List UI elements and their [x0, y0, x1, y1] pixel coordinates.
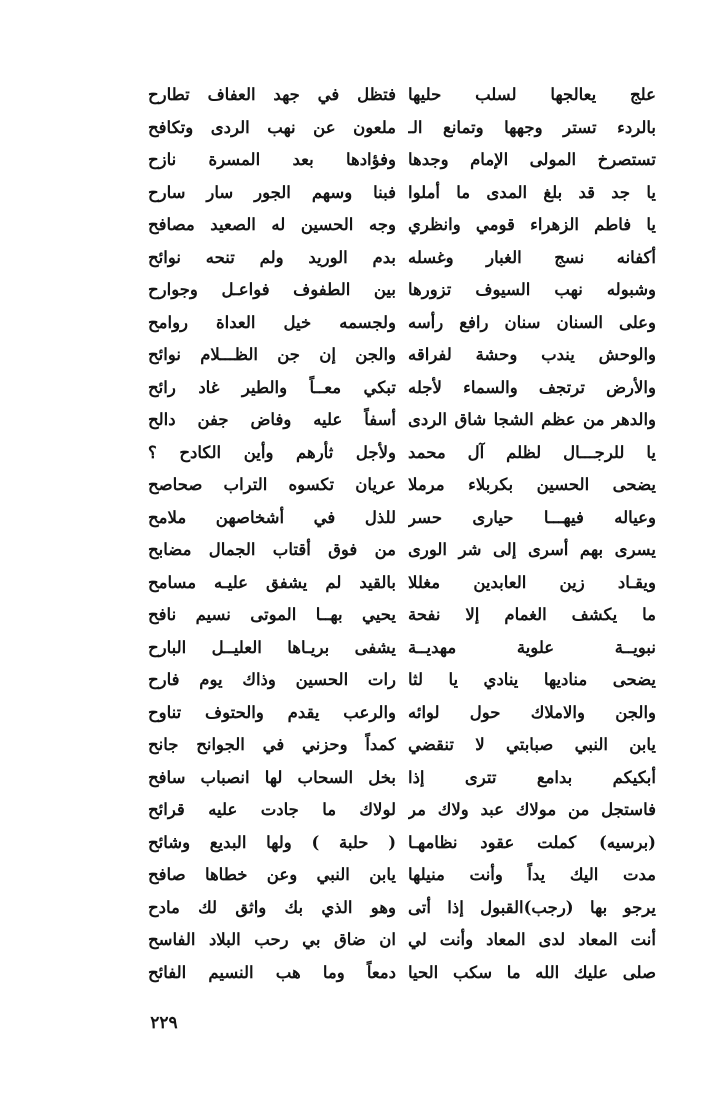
verse-line: ان ضاق بي رحب البلاد الفاسح — [148, 930, 396, 949]
page-number: ٢٢٩ — [150, 1013, 178, 1033]
verse-line: تستصرخ المولى الإمام وجدها — [408, 150, 656, 169]
verse-line: والجن إن جن الظـــلام نوائح — [148, 345, 396, 364]
verse-line: علج يعالجها لسلب حليها — [408, 85, 656, 104]
verse-line: يضحى مناديها ينادي يا لثا — [408, 670, 656, 689]
verse-line: لولاك ما جادت عليه قرائح — [148, 800, 396, 819]
verse-line: يا للرجـــال لظلم آل محمد — [408, 442, 656, 462]
verse-line: فبنا وسهم الجور سار سارح — [148, 182, 396, 202]
verse-line: والجن والاملاك حول لوائه — [408, 702, 656, 722]
poem-column-left — [148, 79, 396, 989]
verse-line: يرجو بها (رجب)القبول إذا أتى — [408, 897, 656, 917]
verse-line: أنت المعاد لدى المعاد وأنت لي — [408, 930, 656, 949]
verse-line: فاستجل من مولاك عبد ولاك مر — [408, 800, 656, 819]
verse-line: فتظل في جهد العفاف تطارح — [148, 85, 396, 104]
verse-line: يا فاطم الزهراء قومي وانظري — [408, 215, 656, 234]
verse-line: صلى عليك الله ما سكب الحيا — [408, 962, 656, 982]
verse-line: عريان تكسوه التراب صحاصح — [148, 475, 396, 494]
verse-line: وفؤادها بعد المسرة نازح — [148, 150, 396, 169]
verse-line: والرعب يقدم والحتوف تناوح — [148, 702, 396, 722]
verse-line: يسرى بهم أسرى إلى شر الورى — [408, 540, 656, 559]
verse-line: (برسيه) كملت عقود نظامهـا — [408, 832, 656, 852]
verse-line: يشفى بريـاها العليــل البارح — [148, 637, 396, 657]
verse-line: والأرض ترتجف والسماء لأجله — [408, 377, 656, 397]
verse-line: نبويــة علوية مهديــة — [408, 637, 656, 657]
verse-line: يا جد قد بلغ المدى ما أملوا — [408, 182, 656, 202]
verse-line: دمعاً وما هب النسيم الفائح — [148, 962, 396, 982]
verse-line: يابن النبي وعن خطاها صافح — [148, 865, 396, 884]
verse-line: وهو الذي بك واثق لك مادح — [148, 897, 396, 917]
verse-line: أكفانه نسج الغبار وغسله — [408, 247, 656, 267]
verse-line: للذل في أشخاصهن ملامح — [148, 507, 396, 527]
verse-line: بخل السحاب لها انصباب سافح — [148, 767, 396, 787]
verse-line: بدم الوريد ولم تنحه نوائح — [148, 247, 396, 267]
verse-line: ولجسمه خيل العداة روامح — [148, 312, 396, 332]
verse-line: ويقـاد زين العابدين مغللا — [408, 572, 656, 592]
verse-line: يابن النبي صبابتي لا تنقضي — [408, 735, 656, 754]
verse-line: أسفاً عليه وفاض جفن دالح — [148, 410, 396, 429]
verse-line: ما يكشف الغمام إلا نفحة — [408, 605, 656, 624]
poem-column-right — [408, 79, 656, 989]
verse-line: وعلى السنان سنان رافع رأسه — [408, 312, 656, 332]
verse-line: يضحى الحسين بكربلاء مرملا — [408, 475, 656, 494]
verse-line: ( حلبة ) ولها البديع وشائح — [148, 832, 396, 852]
verse-line: ملعون عن نهب الردى وتكافح — [148, 117, 396, 137]
verse-line: والدهر من عظم الشجا شاق الردى — [408, 410, 656, 429]
verse-line: والوحش يندب وحشة لفراقه — [408, 345, 656, 364]
verse-line: مدت اليك يداً وأنت منيلها — [408, 865, 656, 884]
verse-line: بالردء تستر وجهها وتمانع الـ — [408, 117, 656, 137]
verse-line: بالقيد لم يشفق عليـه مسامح — [148, 572, 396, 592]
verse-line: وعياله فيهـــا حيارى حسر — [408, 507, 656, 527]
verse-line: تبكي معــاً والطير غاد رائح — [148, 377, 396, 397]
verse-line: ولأجل ثأرهم وأين الكادح ؟ — [148, 442, 396, 462]
verse-line: أبكيكم بدامع تترى إذا — [408, 767, 656, 787]
verse-line: وشبوله نهب السيوف تزورها — [408, 280, 656, 299]
verse-line: رات الحسين وذاك يوم فارح — [148, 670, 396, 689]
verse-line: من فوق أقتاب الجمال مضابح — [148, 540, 396, 559]
verse-line: كمداً وحزني في الجوانح جانح — [148, 735, 396, 754]
verse-line: بين الطفوف فواعـل وجوارح — [148, 280, 396, 299]
verse-line: وجه الحسين له الصعيد مصافح — [148, 215, 396, 234]
verse-line: يحيي بهــا الموتى نسيم نافح — [148, 605, 396, 624]
